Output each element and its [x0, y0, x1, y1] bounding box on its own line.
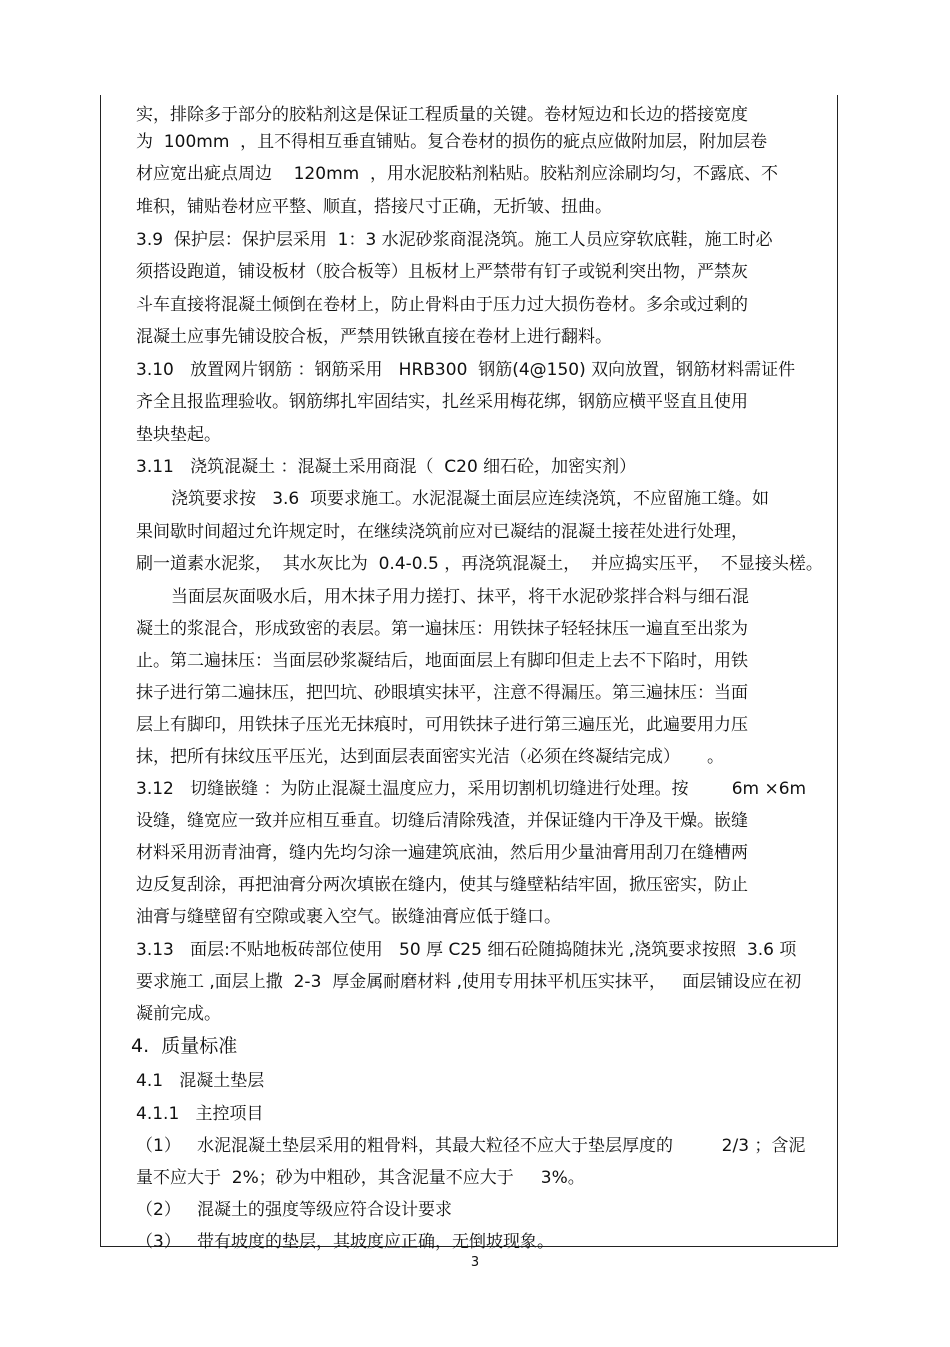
text-line: 量不应大于 2%；砂为中粗砂，其含泥量不应大于 3%。: [136, 1168, 585, 1188]
subsection-heading: 4.1 混凝土垫层: [136, 1071, 265, 1091]
text-line: 止。第二遍抹压：当面层砂浆凝结后，地面面层上有脚印但走上去不下陷时，用铁: [136, 651, 748, 671]
text-line: 边反复刮涂，再把油膏分两次填嵌在缝内，使其与缝壁粘结牢固，掀压密实，防止: [136, 875, 748, 895]
text-line: （2） 混凝土的强度等级应符合设计要求: [136, 1200, 453, 1220]
text-line: 3.11 浇筑混凝土 ：混凝土采用商混（ C20 细石砼，加密实剂）: [136, 457, 637, 477]
text-line: 实，排除多于部分的胶粘剂这是保证工程质量的关键。卷材短边和长边的搭接宽度: [136, 105, 748, 125]
text-line: 当面层灰面吸水后，用木抹子用力搓打、抹平，将干水泥砂浆拌合料与细石混: [171, 587, 749, 607]
text-line: 垫块垫起。: [136, 425, 221, 445]
section-heading: 4. 质量标准: [131, 1035, 238, 1057]
text-line: 为 100mm ，且不得相互垂直铺贴。复合卷材的损伤的疵点应做附加层，附加层卷: [136, 132, 768, 152]
text-line: （3） 带有坡度的垫层，其坡度应正确，无倒坡现象。: [136, 1232, 555, 1252]
text-line: 凝土的浆混合，形成致密的表层。第一遍抹压：用铁抹子轻轻抹压一遍直至出浆为: [136, 619, 748, 639]
text-line: 果间歇时间超过允许规定时，在继续浇筑前应对已凝结的混凝土接茬处进行处理，: [136, 522, 748, 542]
subsection-heading: 4.1.1 主控项目: [136, 1104, 264, 1124]
text-line: 刷一道素水泥浆， 其水灰比为 0.4-0.5 ，再浇筑混凝土， 并应捣实压平， 不显接头槎。: [136, 554, 823, 574]
text-line: 凝前完成。: [136, 1004, 221, 1024]
content-frame: [100, 95, 838, 1252]
text-line: 3.13 面层:不贴地板砖部位使用 50 厚 C25 细石砼随捣随抹光 ,浇筑要求按照 3.6 项: [136, 940, 797, 960]
page-number: 3: [470, 1255, 480, 1270]
text-line: 3.9 保护层：保护层采用 1：3 水泥砂浆商混浇筑。施工人员应穿软底鞋，施工时必: [136, 230, 773, 250]
text-line: 齐全且报监理验收。钢筋绑扎牢固结实，扎丝采用梅花绑，钢筋应横平竖直且使用: [136, 392, 748, 412]
text-line: 材料采用沥青油膏，缝内先均匀涂一遍建筑底油，然后用少量油膏用刮刀在缝槽两: [136, 843, 748, 863]
text-line: 混凝土应事先铺设胶合板，严禁用铁锹直接在卷材上进行翻料。: [136, 327, 612, 347]
text-line: 堆积，铺贴卷材应平整、顺直，搭接尺寸正确，无折皱、扭曲。: [136, 197, 612, 217]
text-line: 抹子进行第二遍抹压，把凹坑、砂眼填实抹平，注意不得漏压。第三遍抹压：当面: [136, 683, 748, 703]
text-line: 须搭设跑道，铺设板材（胶合板等）且板材上严禁带有钉子或锐利突出物，严禁灰: [136, 262, 748, 282]
text-line: （1） 水泥混凝土垫层采用的粗骨料，其最大粒径不应大于垫层厚度的 2/3 ；含泥: [136, 1136, 806, 1156]
text-line: 抹，把所有抹纹压平压光，达到面层表面密实光洁（必须在终凝结完成） 。: [136, 747, 725, 767]
text-line: 浇筑要求按 3.6 项要求施工。水泥混凝土面层应连续浇筑，不应留施工缝。如: [171, 489, 770, 509]
text-line: 设缝，缝宽应一致并应相互垂直。切缝后清除残渣，并保证缝内干净及干燥。嵌缝: [136, 811, 748, 831]
text-line: 要求施工 ,面层上撒 2-3 厚金属耐磨材料 ,使用专用抹平机压实抹平， 面层铺设应在初: [136, 972, 802, 992]
text-line: 3.10 放置网片钢筋 ：钢筋采用 HRB300 钢筋(4@150) 双向放置，钢筋材料需证件: [136, 360, 796, 380]
text-line: 材应宽出疵点周边 120mm ，用水泥胶粘剂粘贴。胶粘剂应涂刷均匀，不露底、不: [136, 164, 778, 184]
text-line: 层上有脚印，用铁抹子压光无抹痕时，可用铁抹子进行第三遍压光，此遍要用力压: [136, 715, 748, 735]
text-line: 3.12 切缝嵌缝 ：为防止混凝土温度应力，采用切割机切缝进行处理。按 6m ×6m: [136, 779, 807, 799]
text-line: 油膏与缝壁留有空隙或裹入空气。嵌缝油膏应低于缝口。: [136, 907, 561, 927]
text-line: 斗车直接将混凝土倾倒在卷材上，防止骨料由于压力过大损伤卷材。多余或过剩的: [136, 295, 748, 315]
